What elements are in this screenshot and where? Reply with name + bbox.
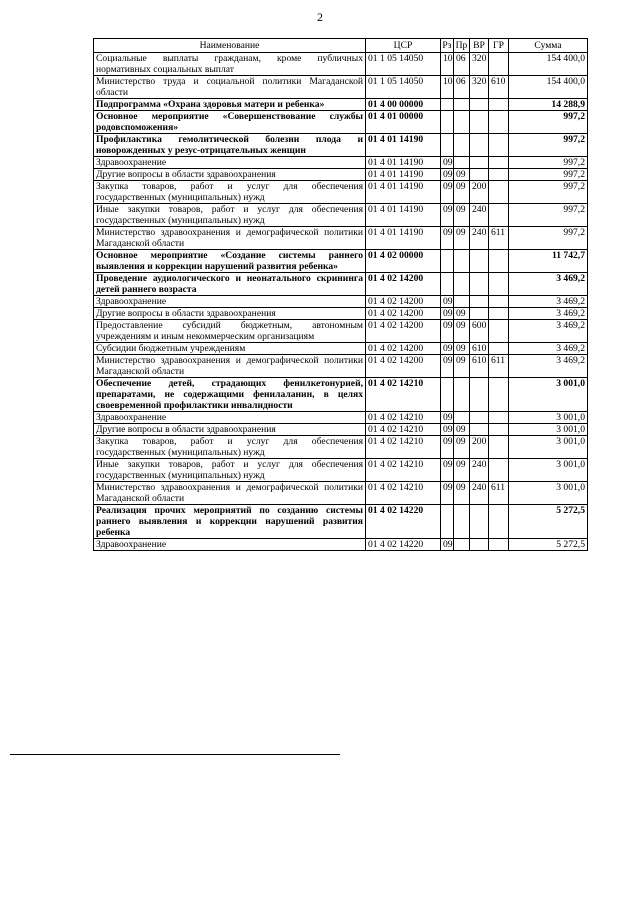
cell-vr (470, 111, 489, 134)
table-row (94, 343, 588, 355)
cell-gr (489, 250, 509, 273)
cell-name: Иные закупки товаров, работ и услуг для обеспечения государственных (муниципальных) нужд (94, 204, 366, 227)
cell-csr: 01 4 02 14200 (366, 343, 441, 355)
cell-name: Другие вопросы в области здравоохранения (94, 424, 366, 436)
cell-rz: 09 (441, 296, 454, 308)
cell-vr: 600 (470, 320, 489, 343)
table-row (94, 111, 588, 134)
cell-pr (454, 505, 470, 539)
cell-pr: 09 (454, 459, 470, 482)
table-row (94, 169, 588, 181)
cell-sum: 997,2 (509, 227, 588, 250)
table-row (94, 436, 588, 459)
cell-gr (489, 99, 509, 111)
cell-gr (489, 181, 509, 204)
cell-gr (489, 343, 509, 355)
cell-rz (441, 111, 454, 134)
cell-name: Здравоохранение (94, 296, 366, 308)
cell-sum: 997,2 (509, 157, 588, 169)
cell-rz: 09 (441, 308, 454, 320)
table-row (94, 134, 588, 157)
cell-rz: 09 (441, 424, 454, 436)
cell-gr (489, 273, 509, 296)
cell-sum: 3 469,2 (509, 355, 588, 378)
cell-gr (489, 436, 509, 459)
cell-name: Министерство труда и социальной политики Магаданской области (94, 76, 366, 99)
cell-vr (470, 424, 489, 436)
cell-csr: 01 4 01 14190 (366, 157, 441, 169)
cell-sum: 5 272,5 (509, 539, 588, 551)
cell-rz (441, 505, 454, 539)
cell-name: Закупка товаров, работ и услуг для обеспечения государственных (муниципальных) нужд (94, 181, 366, 204)
cell-csr: 01 4 02 14200 (366, 320, 441, 343)
cell-rz: 09 (441, 204, 454, 227)
cell-name: Закупка товаров, работ и услуг для обеспечения государственных (муниципальных) нужд (94, 436, 366, 459)
cell-sum: 997,2 (509, 181, 588, 204)
cell-gr (489, 505, 509, 539)
cell-rz: 09 (441, 459, 454, 482)
cell-sum: 154 400,0 (509, 76, 588, 99)
cell-sum: 3 001,0 (509, 412, 588, 424)
cell-vr: 240 (470, 227, 489, 250)
cell-sum: 3 001,0 (509, 424, 588, 436)
table-row (94, 424, 588, 436)
cell-sum: 997,2 (509, 111, 588, 134)
cell-pr: 09 (454, 343, 470, 355)
cell-vr: 320 (470, 76, 489, 99)
cell-rz: 09 (441, 412, 454, 424)
cell-csr: 01 4 02 14200 (366, 296, 441, 308)
header-gr: ГР (489, 39, 509, 53)
cell-pr: 09 (454, 424, 470, 436)
cell-sum: 3 001,0 (509, 436, 588, 459)
cell-sum: 3 001,0 (509, 378, 588, 412)
cell-pr (454, 273, 470, 296)
table-row (94, 355, 588, 378)
cell-gr (489, 204, 509, 227)
table-row (94, 539, 588, 551)
cell-rz: 09 (441, 343, 454, 355)
table-row (94, 181, 588, 204)
cell-gr (489, 378, 509, 412)
cell-name: Социальные выплаты гражданам, кроме публичных нормативных социальных выплат (94, 53, 366, 76)
cell-sum: 997,2 (509, 169, 588, 181)
table-row (94, 273, 588, 296)
cell-csr: 01 4 02 14210 (366, 378, 441, 412)
cell-vr (470, 99, 489, 111)
cell-rz: 10 (441, 76, 454, 99)
cell-rz: 09 (441, 157, 454, 169)
cell-pr: 09 (454, 204, 470, 227)
cell-name: Предоставление субсидий бюджетным, автономным учреждениям и иным некоммерческим организациям (94, 320, 366, 343)
cell-sum: 997,2 (509, 134, 588, 157)
cell-vr (470, 296, 489, 308)
cell-sum: 3 001,0 (509, 482, 588, 505)
table-row (94, 482, 588, 505)
cell-name: Другие вопросы в области здравоохранения (94, 308, 366, 320)
cell-gr (489, 134, 509, 157)
cell-pr (454, 99, 470, 111)
cell-vr (470, 273, 489, 296)
cell-csr: 01 4 02 14210 (366, 424, 441, 436)
cell-pr: 06 (454, 53, 470, 76)
cell-sum: 14 288,9 (509, 99, 588, 111)
cell-csr: 01 4 01 14190 (366, 134, 441, 157)
cell-rz: 09 (441, 169, 454, 181)
cell-vr: 240 (470, 482, 489, 505)
cell-name: Министерство здравоохранения и демографической политики Магаданской области (94, 227, 366, 250)
cell-vr (470, 412, 489, 424)
cell-name: Основное мероприятие «Совершенствование службы родовспоможения» (94, 111, 366, 134)
cell-vr: 200 (470, 436, 489, 459)
cell-pr (454, 111, 470, 134)
cell-name: Подпрограмма «Охрана здоровья матери и ребенка» (94, 99, 366, 111)
cell-vr (470, 250, 489, 273)
cell-csr: 01 4 01 14190 (366, 181, 441, 204)
table-row (94, 412, 588, 424)
header-sum: Сумма (509, 39, 588, 53)
cell-csr: 01 4 02 14200 (366, 355, 441, 378)
table-row (94, 99, 588, 111)
cell-vr (470, 378, 489, 412)
cell-pr: 09 (454, 308, 470, 320)
cell-csr: 01 4 02 14200 (366, 308, 441, 320)
cell-pr: 09 (454, 227, 470, 250)
footnote-separator-line (10, 754, 340, 755)
cell-csr: 01 4 01 14190 (366, 169, 441, 181)
cell-gr: 611 (489, 355, 509, 378)
header-name: Наименование (94, 39, 366, 53)
cell-gr (489, 539, 509, 551)
table-row (94, 227, 588, 250)
cell-rz (441, 378, 454, 412)
cell-rz: 09 (441, 539, 454, 551)
cell-vr (470, 169, 489, 181)
cell-rz: 09 (441, 482, 454, 505)
cell-csr: 01 4 02 14220 (366, 505, 441, 539)
table-row (94, 505, 588, 539)
cell-sum: 3 469,2 (509, 308, 588, 320)
cell-gr (489, 53, 509, 76)
cell-gr (489, 412, 509, 424)
table-row (94, 53, 588, 76)
cell-sum: 3 469,2 (509, 296, 588, 308)
table-row (94, 296, 588, 308)
cell-pr: 09 (454, 169, 470, 181)
cell-rz (441, 250, 454, 273)
header-rz: Рз (442, 40, 452, 51)
table-row (94, 308, 588, 320)
cell-sum: 154 400,0 (509, 53, 588, 76)
cell-gr (489, 308, 509, 320)
cell-rz: 09 (441, 181, 454, 204)
table-header-row (94, 39, 588, 53)
cell-name: Министерство здравоохранения и демографической политики Магаданской области (94, 355, 366, 378)
cell-csr: 01 4 02 14210 (366, 436, 441, 459)
cell-csr: 01 4 02 14210 (366, 412, 441, 424)
cell-sum: 3 001,0 (509, 459, 588, 482)
cell-gr (489, 424, 509, 436)
cell-gr (489, 459, 509, 482)
cell-pr (454, 250, 470, 273)
header-vr: ВР (470, 39, 489, 53)
cell-csr: 01 4 00 00000 (366, 99, 441, 111)
cell-vr: 200 (470, 181, 489, 204)
cell-csr: 01 4 02 14210 (366, 459, 441, 482)
cell-rz: 10 (441, 53, 454, 76)
cell-sum: 997,2 (509, 204, 588, 227)
table-row (94, 157, 588, 169)
cell-sum: 3 469,2 (509, 343, 588, 355)
cell-gr (489, 320, 509, 343)
cell-rz (441, 99, 454, 111)
cell-pr: 09 (454, 320, 470, 343)
header-pr: Пр (454, 39, 470, 53)
cell-pr (454, 296, 470, 308)
cell-name: Министерство здравоохранения и демографической политики Магаданской области (94, 482, 366, 505)
cell-sum: 5 272,5 (509, 505, 588, 539)
cell-vr (470, 539, 489, 551)
cell-pr (454, 157, 470, 169)
cell-gr (489, 296, 509, 308)
cell-gr: 610 (489, 76, 509, 99)
cell-name: Здравоохранение (94, 539, 366, 551)
cell-name: Основное мероприятие «Создание системы раннего выявления и коррекции нарушений развития ребенка» (94, 250, 366, 273)
cell-pr (454, 134, 470, 157)
table-row (94, 459, 588, 482)
cell-csr: 01 4 02 14210 (366, 482, 441, 505)
cell-pr (454, 378, 470, 412)
cell-name: Субсидии бюджетным учреждениям (94, 343, 366, 355)
cell-gr (489, 111, 509, 134)
table-row (94, 378, 588, 412)
cell-pr: 09 (454, 355, 470, 378)
cell-rz: 09 (441, 227, 454, 250)
cell-csr: 01 4 02 14220 (366, 539, 441, 551)
budget-table (93, 38, 588, 551)
cell-rz (441, 134, 454, 157)
cell-pr: 09 (454, 181, 470, 204)
cell-name: Проведение аудиологического и неонатального скрининга детей раннего возраста (94, 273, 366, 296)
cell-gr: 611 (489, 482, 509, 505)
cell-rz: 09 (441, 355, 454, 378)
cell-gr (489, 157, 509, 169)
cell-rz (441, 273, 454, 296)
cell-vr (470, 308, 489, 320)
table-row (94, 320, 588, 343)
table-row (94, 204, 588, 227)
cell-pr (454, 539, 470, 551)
cell-vr (470, 505, 489, 539)
cell-vr (470, 157, 489, 169)
cell-rz: 09 (441, 320, 454, 343)
cell-csr: 01 4 01 14190 (366, 204, 441, 227)
cell-vr: 610 (470, 343, 489, 355)
cell-vr: 320 (470, 53, 489, 76)
cell-name: Обеспечение детей, страдающих фенилкетонурией, препаратами, не содержащими фенилаланин, в целях своевременной профилактики инвалидности (94, 378, 366, 412)
header-csr: ЦСР (366, 39, 441, 53)
cell-vr (470, 134, 489, 157)
cell-csr: 01 4 02 14200 (366, 273, 441, 296)
cell-rz: 09 (441, 436, 454, 459)
table-row (94, 250, 588, 273)
cell-name: Здравоохранение (94, 157, 366, 169)
cell-gr: 611 (489, 227, 509, 250)
cell-name: Иные закупки товаров, работ и услуг для обеспечения государственных (муниципальных) нужд (94, 459, 366, 482)
cell-vr: 610 (470, 355, 489, 378)
cell-csr: 01 4 01 14190 (366, 227, 441, 250)
cell-vr: 240 (470, 204, 489, 227)
cell-pr: 09 (454, 436, 470, 459)
cell-gr (489, 169, 509, 181)
cell-sum: 11 742,7 (509, 250, 588, 273)
page-number: 2 (317, 10, 323, 24)
cell-pr: 09 (454, 482, 470, 505)
cell-sum: 3 469,2 (509, 273, 588, 296)
cell-name: Реализация прочих мероприятий по созданию системы раннего выявления и коррекции нарушений развития ребенка (94, 505, 366, 539)
cell-csr: 01 1 05 14050 (366, 76, 441, 99)
cell-vr: 240 (470, 459, 489, 482)
cell-name: Профилактика гемолитической болезни плода и новорожденных у резус-отрицательных женщин (94, 134, 366, 157)
cell-csr: 01 4 02 00000 (366, 250, 441, 273)
cell-sum: 3 469,2 (509, 320, 588, 343)
table-row (94, 76, 588, 99)
cell-csr: 01 4 01 00000 (366, 111, 441, 134)
cell-pr (454, 412, 470, 424)
cell-name: Здравоохранение (94, 412, 366, 424)
cell-csr: 01 1 05 14050 (366, 53, 441, 76)
cell-name: Другие вопросы в области здравоохранения (94, 169, 366, 181)
cell-pr: 06 (454, 76, 470, 99)
